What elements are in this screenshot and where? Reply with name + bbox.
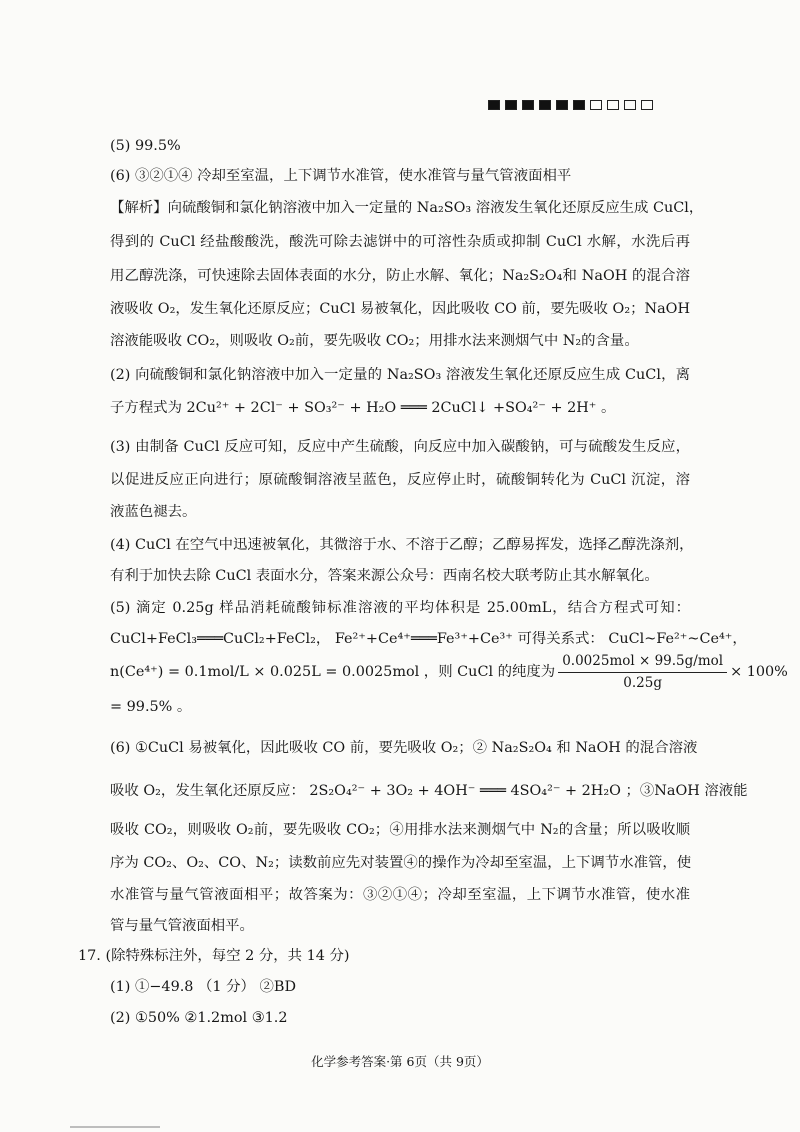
analysis-6-line: 序为 CO₂、O₂、CO、N₂；读数前应先对装置④的操作为冷却至室温，上下调节水准管，使	[110, 855, 692, 871]
progress-box	[641, 100, 653, 110]
question-17-header: 17. (除特殊标注外，每空 2 分，共 14 分)	[78, 948, 350, 964]
progress-box	[624, 100, 636, 110]
answer-5: (5) 99.5%	[110, 138, 181, 154]
answer-6: (6) ③②①④ 冷却至室温，上下调节水准管，使水准管与量气管液面相平	[110, 168, 572, 184]
scan-artifact	[70, 1126, 160, 1128]
analysis-4-line: 有利于加快去除 CuCl 表面水分，答案来源公众号：西南名校大联考防止其水解氧化。	[110, 568, 659, 584]
progress-box	[539, 100, 551, 110]
answer-17-2: (2) ①50% ②1.2mol ③1.2	[110, 1010, 288, 1026]
analysis-line: 溶液能吸收 CO₂，则吸收 O₂前，要先吸收 CO₂；用排水法来测烟气中 N₂的含量。	[110, 333, 639, 349]
analysis-2-line: (2) 向硫酸铜和氯化钠溶液中加入一定量的 Na₂SO₃ 溶液发生氧化还原反应生成 CuCl，离	[110, 367, 690, 383]
progress-box	[556, 100, 568, 110]
analysis-line: 液吸收 O₂，发生氧化还原反应；CuCl 易被氧化，因此吸收 CO 前，要先吸收 O₂；NaOH	[110, 301, 690, 317]
fraction-denominator: 0.25g	[623, 674, 662, 691]
analysis-4-line: (4) CuCl 在空气中迅速被氧化，其微溶于水、不溶于乙醇；乙醇易挥发，选择乙醇洗涤剂，	[110, 537, 694, 553]
purity-suffix: × 100%	[730, 664, 788, 680]
analysis-line: 用乙醇洗涤，可快速除去固体表面的水分，防止水解、氧化；Na₂S₂O₄和 NaOH 的混合溶	[110, 268, 690, 284]
progress-indicator	[488, 100, 653, 112]
analysis-line: 得到的 CuCl 经盐酸酸洗，酸洗可除去滤饼中的可溶性杂质或抑制 CuCl 水解，水洗后再	[110, 234, 690, 250]
answer-17-1: (1) ①−49.8 （1 分） ②BD	[110, 979, 297, 995]
purity-result: = 99.5% 。	[110, 699, 192, 715]
progress-box	[488, 100, 500, 110]
analysis-6-line: 水准管与量气管液面相平；故答案为：③②①④；冷却至室温，上下调节水准管，使水准	[110, 887, 690, 903]
purity-calculation	[110, 652, 788, 692]
purity-prefix: n(Ce⁴⁺) = 0.1mol/L × 0.025L = 0.0025mol ，则 CuCl 的纯度为	[110, 664, 556, 680]
progress-box	[573, 100, 585, 110]
analysis-line: 【解析】向硫酸铜和氯化钠溶液中加入一定量的 Na₂SO₃ 溶液发生氧化还原反应生成 CuCl，	[110, 200, 704, 216]
analysis-3-line: (3) 由制备 CuCl 反应可知，反应中产生硫酸，向反应中加入碳酸钠，可与硫酸发生反应，	[110, 439, 690, 455]
analysis-6-line: (6) ①CuCl 易被氧化，因此吸收 CO 前，要先吸收 O₂；② Na₂S₂O₄ 和 NaOH 的混合溶液	[110, 740, 698, 756]
relation-equations: CuCl+FeCl₃═══CuCl₂+FeCl₂， Fe²⁺+Ce⁴⁺═══Fe³⁺+Ce³⁺ 可得关系式： CuCl~Fe²⁺~Ce⁴⁺，	[110, 631, 747, 647]
analysis-6-line: 管与量气管液面相平。	[110, 918, 254, 934]
page-footer: 化学参考答案·第 6页（共 9页）	[311, 1054, 489, 1069]
analysis-5-line: (5) 滴定 0.25g 样品消耗硫酸铈标准溶液的平均体积是 25.00mL，结合方程式可知：	[110, 600, 690, 616]
purity-fraction	[558, 653, 727, 692]
progress-box	[505, 100, 517, 110]
analysis-6-line: 吸收 CO₂，则吸收 O₂前，要先吸收 CO₂；④用排水法来测烟气中 N₂的含量；所以吸收顺	[110, 822, 690, 838]
analysis-3-line: 液蓝色褪去。	[110, 504, 197, 520]
analysis-6-line: 吸收 O₂，发生氧化还原反应： 2S₂O₄²⁻ + 3O₂ + 4OH⁻ ═══ 4SO₄²⁻ + 2H₂O ；③NaOH 溶液能	[110, 783, 748, 799]
progress-box	[590, 100, 602, 110]
ionic-equation: 子方程式为 2Cu²⁺ + 2Cl⁻ + SO₃²⁻ + H₂O ═══ 2CuCl↓ +SO₄²⁻ + 2H⁺ 。	[110, 400, 616, 416]
fraction-numerator: 0.0025mol × 99.5g/mol	[558, 653, 727, 673]
analysis-3-line: 以促进反应正向进行；原硫酸铜溶液呈蓝色，反应停止时，硫酸铜转化为 CuCl 沉淀，溶	[110, 472, 690, 488]
progress-box	[522, 100, 534, 110]
progress-box	[607, 100, 619, 110]
